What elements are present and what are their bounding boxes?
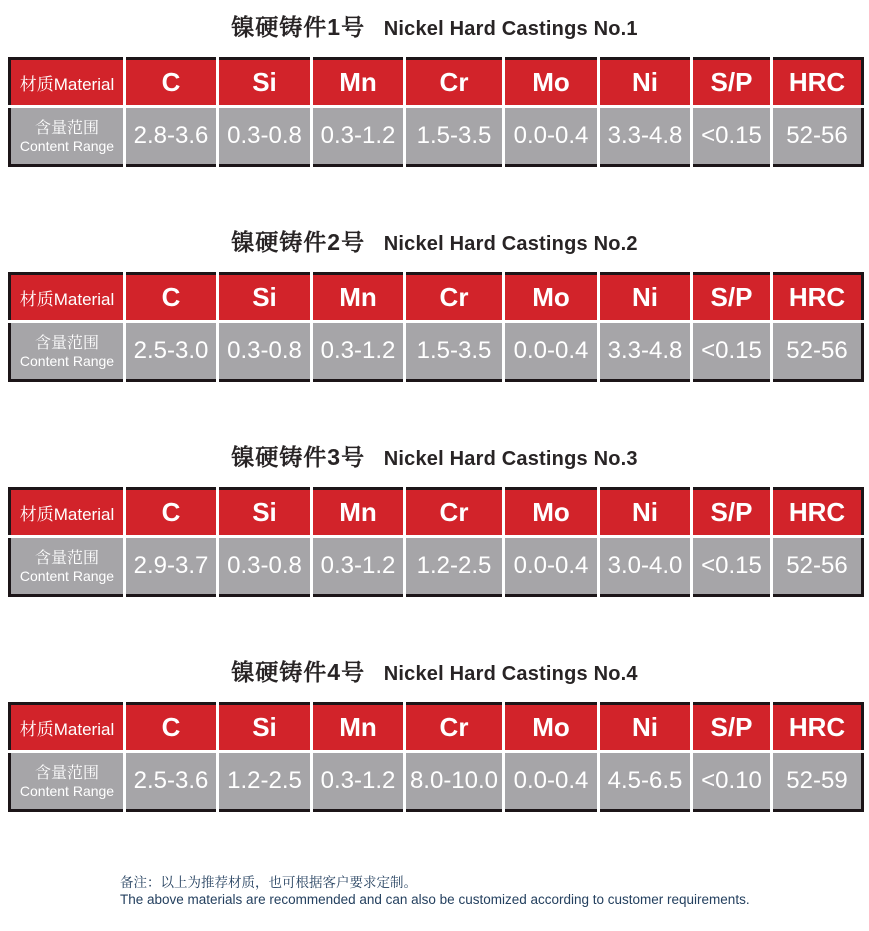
value-cell-si: 1.2-2.5	[218, 752, 312, 811]
value-cell-c: 2.8-3.6	[125, 107, 218, 166]
value-cell-mo: 0.0-0.4	[504, 752, 599, 811]
section-title	[0, 12, 869, 44]
value-cell-ni: 3.3-4.8	[599, 322, 692, 381]
section-title-zh: 镍硬铸件2号	[231, 229, 366, 255]
section-title-en: Nickel Hard Castings No.4	[383, 663, 638, 685]
header-cell-ni: Ni	[599, 274, 692, 322]
value-cell-cr: 1.5-3.5	[405, 322, 504, 381]
header-row	[10, 489, 863, 537]
row-label-zh: 含量范围	[34, 120, 99, 137]
value-cell-c: 2.5-3.0	[125, 322, 218, 381]
value-cell-mn: 0.3-1.2	[312, 537, 405, 596]
header-cell-cr: Cr	[405, 489, 504, 537]
header-cell-material: 材质Material	[10, 489, 125, 537]
section-title-zh: 镍硬铸件1号	[231, 14, 366, 40]
value-cell-si: 0.3-0.8	[218, 537, 312, 596]
value-row	[10, 322, 863, 381]
value-cell-cr: 8.0-10.0	[405, 752, 504, 811]
value-cell-sp: <0.15	[692, 107, 772, 166]
header-cell-cr: Cr	[405, 274, 504, 322]
value-cell-mn: 0.3-1.2	[312, 107, 405, 166]
value-cell-hrc: 52-56	[772, 537, 863, 596]
header-cell-c: C	[125, 704, 218, 752]
value-cell-cr: 1.5-3.5	[405, 107, 504, 166]
header-cell-ni: Ni	[599, 59, 692, 107]
row-label-zh: 含量范围	[34, 550, 99, 567]
value-cell-cr: 1.2-2.5	[405, 537, 504, 596]
header-cell-hrc: HRC	[772, 704, 863, 752]
section-castings-no4	[0, 597, 869, 812]
section-castings-no3	[0, 382, 869, 597]
value-cell-si: 0.3-0.8	[218, 107, 312, 166]
value-row	[10, 537, 863, 596]
header-cell-hrc: HRC	[772, 489, 863, 537]
section-title-en: Nickel Hard Castings No.1	[383, 18, 638, 40]
header-cell-hrc: HRC	[772, 274, 863, 322]
value-cell-mo: 0.0-0.4	[504, 107, 599, 166]
header-cell-c: C	[125, 489, 218, 537]
value-cell-c: 2.5-3.6	[125, 752, 218, 811]
value-cell-ni: 3.3-4.8	[599, 107, 692, 166]
header-cell-sp: S/P	[692, 489, 772, 537]
spec-table-no2	[8, 272, 864, 382]
header-cell-mn: Mn	[312, 59, 405, 107]
header-cell-mo: Mo	[504, 704, 599, 752]
value-cell-mo: 0.0-0.4	[504, 322, 599, 381]
header-cell-cr: Cr	[405, 59, 504, 107]
value-cell-ni: 4.5-6.5	[599, 752, 692, 811]
row-label-cell	[10, 322, 125, 381]
header-row	[10, 704, 863, 752]
row-label-zh: 含量范围	[34, 335, 99, 352]
row-label-en: Content Range	[19, 353, 115, 369]
spec-table-no1	[8, 57, 864, 167]
spec-table-no3	[8, 487, 864, 597]
row-label-en: Content Range	[19, 568, 115, 584]
value-cell-hrc: 52-56	[772, 322, 863, 381]
header-cell-sp: S/P	[692, 274, 772, 322]
value-cell-mn: 0.3-1.2	[312, 752, 405, 811]
header-cell-mo: Mo	[504, 489, 599, 537]
section-title	[0, 227, 869, 259]
header-cell-mo: Mo	[504, 274, 599, 322]
spec-table-no4	[8, 702, 864, 812]
header-cell-material: 材质Material	[10, 704, 125, 752]
remark-note	[120, 874, 869, 908]
row-label-en: Content Range	[19, 138, 115, 154]
section-title	[0, 657, 869, 689]
header-row	[10, 59, 863, 107]
remark-note-zh: 备注：以上为推荐材质，也可根据客户要求定制。	[120, 875, 417, 890]
remark-note-en: The above materials are recommended and can also be customized according to customer requirements.	[120, 892, 750, 907]
value-cell-mn: 0.3-1.2	[312, 322, 405, 381]
section-title	[0, 442, 869, 474]
value-cell-ni: 3.0-4.0	[599, 537, 692, 596]
section-title-zh: 镍硬铸件4号	[231, 659, 366, 685]
section-title-zh: 镍硬铸件3号	[231, 444, 366, 470]
value-cell-sp: <0.10	[692, 752, 772, 811]
header-cell-sp: S/P	[692, 59, 772, 107]
header-cell-si: Si	[218, 274, 312, 322]
section-castings-no1	[0, 0, 869, 167]
value-row	[10, 752, 863, 811]
value-cell-hrc: 52-56	[772, 107, 863, 166]
value-cell-hrc: 52-59	[772, 752, 863, 811]
value-cell-c: 2.9-3.7	[125, 537, 218, 596]
value-cell-sp: <0.15	[692, 322, 772, 381]
row-label-zh: 含量范围	[34, 765, 99, 782]
header-row	[10, 274, 863, 322]
header-cell-c: C	[125, 59, 218, 107]
section-title-en: Nickel Hard Castings No.3	[383, 448, 638, 470]
header-cell-si: Si	[218, 489, 312, 537]
value-row	[10, 107, 863, 166]
value-cell-si: 0.3-0.8	[218, 322, 312, 381]
header-cell-cr: Cr	[405, 704, 504, 752]
header-cell-c: C	[125, 274, 218, 322]
header-cell-hrc: HRC	[772, 59, 863, 107]
header-cell-mn: Mn	[312, 274, 405, 322]
value-cell-sp: <0.15	[692, 537, 772, 596]
header-cell-mn: Mn	[312, 704, 405, 752]
header-cell-mo: Mo	[504, 59, 599, 107]
header-cell-si: Si	[218, 59, 312, 107]
row-label-cell	[10, 752, 125, 811]
header-cell-material: 材质Material	[10, 274, 125, 322]
header-cell-material: 材质Material	[10, 59, 125, 107]
section-title-en: Nickel Hard Castings No.2	[383, 233, 638, 255]
header-cell-ni: Ni	[599, 704, 692, 752]
header-cell-si: Si	[218, 704, 312, 752]
row-label-cell	[10, 537, 125, 596]
header-cell-sp: S/P	[692, 704, 772, 752]
header-cell-mn: Mn	[312, 489, 405, 537]
value-cell-mo: 0.0-0.4	[504, 537, 599, 596]
header-cell-ni: Ni	[599, 489, 692, 537]
row-label-en: Content Range	[19, 783, 115, 799]
section-castings-no2	[0, 167, 869, 382]
row-label-cell	[10, 107, 125, 166]
